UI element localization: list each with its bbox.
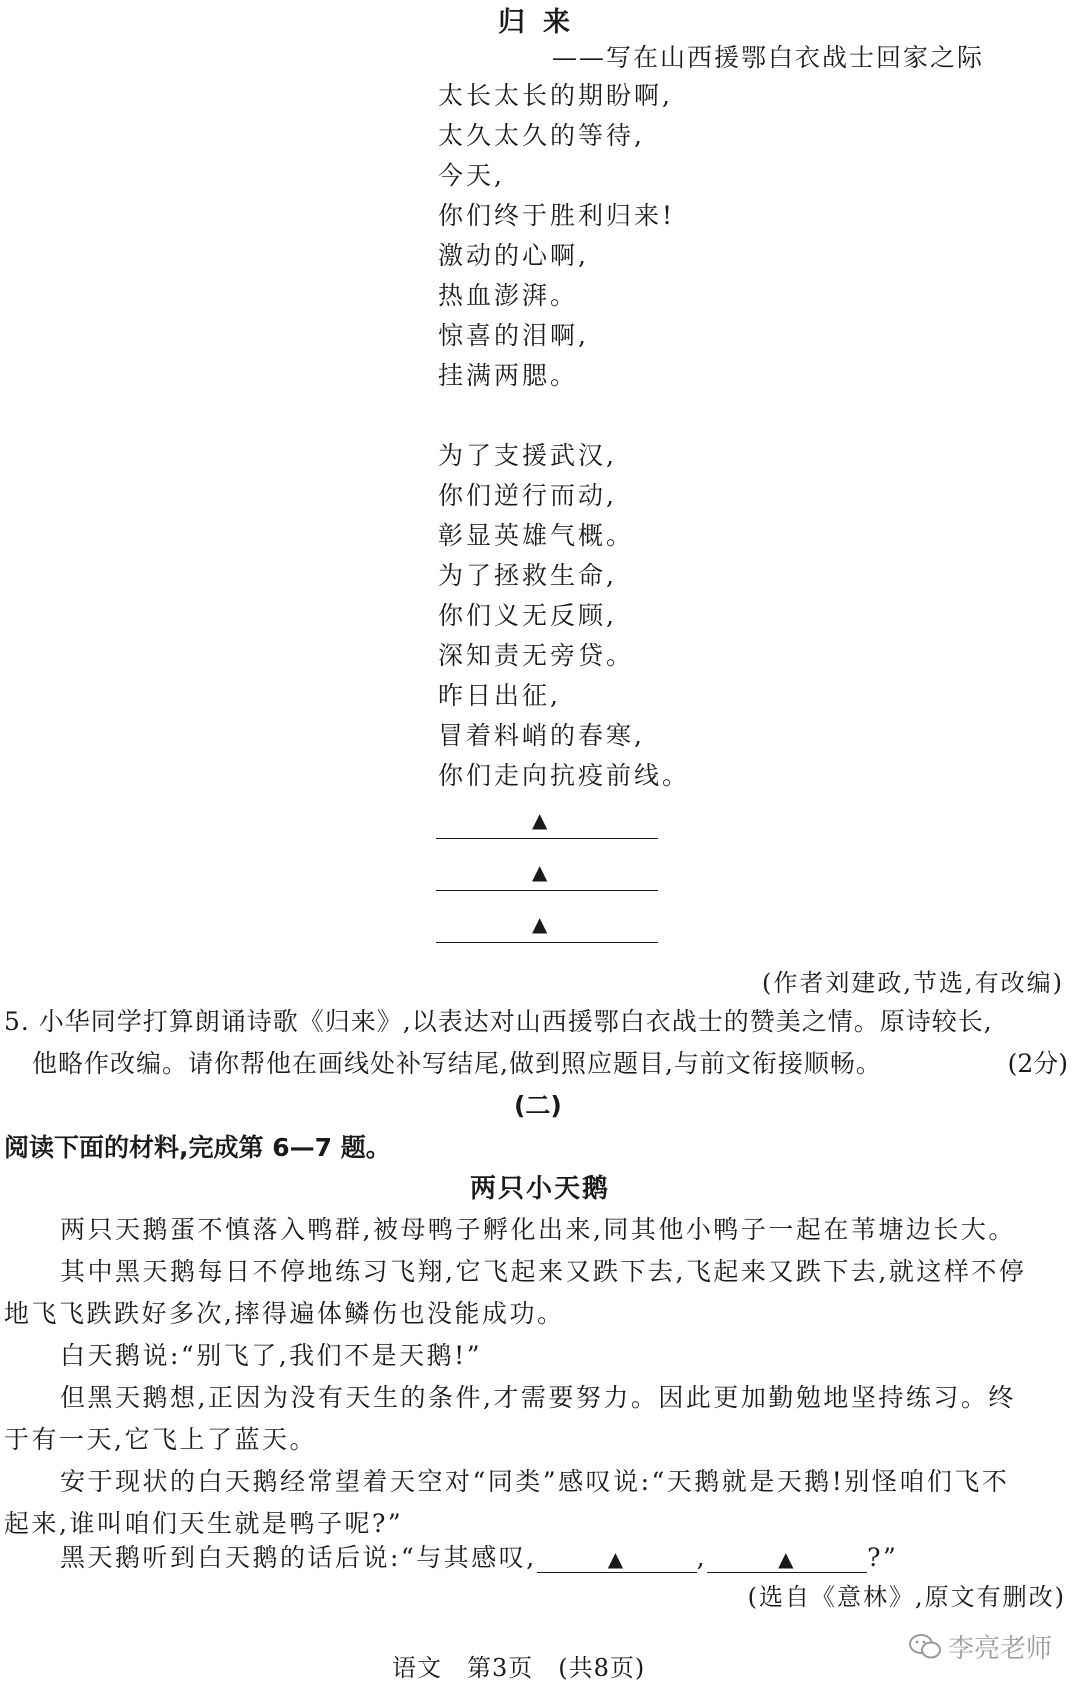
answer-blank[interactable]: ▲	[707, 1546, 867, 1573]
poem-line: 惊喜的泪啊,	[438, 321, 589, 350]
poem-title: 归来	[498, 7, 588, 38]
story-paragraph: 两只天鹅蛋不慎落入鸭群,被母鸭子孵化出来,同其他小鸭子一起在苇塘边长大。	[60, 1215, 1016, 1244]
question-5-score: (2分)	[1007, 1049, 1068, 1078]
poem-line: 太久太久的等待,	[438, 121, 645, 150]
story-paragraph: 但黑天鹅想,正因为没有天生的条件,才需要努力。因此更加勤勉地坚持练习。终	[60, 1383, 1016, 1412]
poem-line: 激动的心啊,	[438, 241, 589, 270]
poem-line: 热血澎湃。	[438, 281, 579, 310]
poem-line: 挂满两腮。	[438, 361, 579, 390]
poem-line: 你们义无反顾,	[438, 601, 617, 630]
reading-instruction: 阅读下面的材料,完成第 6—7 题。	[4, 1133, 391, 1162]
poem-line: 你们终于胜利归来!	[438, 201, 676, 230]
poem-line: 为了拯救生命,	[438, 561, 617, 590]
story-title: 两只小天鹅	[470, 1174, 611, 1204]
story-paragraph: 其中黑天鹅每日不停地练习飞翔,它飞起来又跌下去,飞起来又跌下去,就这样不停	[60, 1257, 1027, 1286]
watermark	[908, 1628, 1052, 1665]
poem-line: 昨日出征,	[438, 681, 561, 710]
poem-line: 你们逆行而动,	[438, 481, 617, 510]
answer-blank[interactable]: ▲	[537, 1546, 697, 1573]
poem-line: 为了支援武汉,	[438, 441, 617, 470]
poem-line: 今天,	[438, 161, 505, 190]
wechat-icon	[908, 1633, 942, 1661]
triangle-marker-icon: ▲	[532, 912, 548, 936]
page-footer: 语文 第3页 (共8页)	[392, 1654, 646, 1682]
section-heading: (二)	[514, 1091, 562, 1120]
triangle-marker-icon: ▲	[532, 860, 548, 884]
story-paragraph: 于有一天,它飞上了蓝天。	[4, 1425, 317, 1454]
watermark-text: 李亮老师	[947, 1634, 1052, 1664]
poem-line: 深知责无旁贷。	[438, 641, 635, 670]
story-paragraph: 安于现状的白天鹅经常望着天空对“同类”感叹说:“天鹅就是天鹅!别怪咱们飞不	[60, 1467, 1010, 1496]
poem-line: 你们走向抗疫前线。	[438, 761, 691, 790]
story-text: 黑天鹅听到白天鹅的话后说:“与其感叹,	[60, 1543, 537, 1572]
story-paragraph: 地飞飞跌跌好多次,摔得遍体鳞伤也没能成功。	[4, 1299, 565, 1328]
story-paragraph: 白天鹅说:“别飞了,我们不是天鹅!”	[60, 1341, 482, 1370]
story-paragraph: 起来,谁叫咱们天生就是鸭子呢?”	[4, 1509, 404, 1538]
triangle-marker-icon: ▲	[532, 808, 548, 832]
poem-line: 彰显英雄气概。	[438, 521, 635, 550]
story-text: ?”	[867, 1543, 899, 1572]
story-text: ,	[696, 1543, 708, 1572]
poem-attribution: (作者刘建政,节选,有改编)	[762, 969, 1064, 997]
question-5-text: 5. 小华同学打算朗诵诗歌《归来》,以表达对山西援鄂白衣战士的赞美之情。原诗较长,	[4, 1007, 993, 1036]
story-source: (选自《意林》,原文有删改)	[747, 1583, 1066, 1611]
question-5-text: 他略作改编。请你帮他在画线处补写结尾,做到照应题目,与前文衔接顺畅。	[32, 1049, 882, 1078]
story-paragraph-with-blanks	[60, 1538, 898, 1574]
poem-subtitle: ——写在山西援鄂白衣战士回家之际	[552, 43, 985, 72]
poem-line: 太长太长的期盼啊,	[438, 81, 673, 110]
poem-line: 冒着料峭的春寒,	[438, 721, 645, 750]
